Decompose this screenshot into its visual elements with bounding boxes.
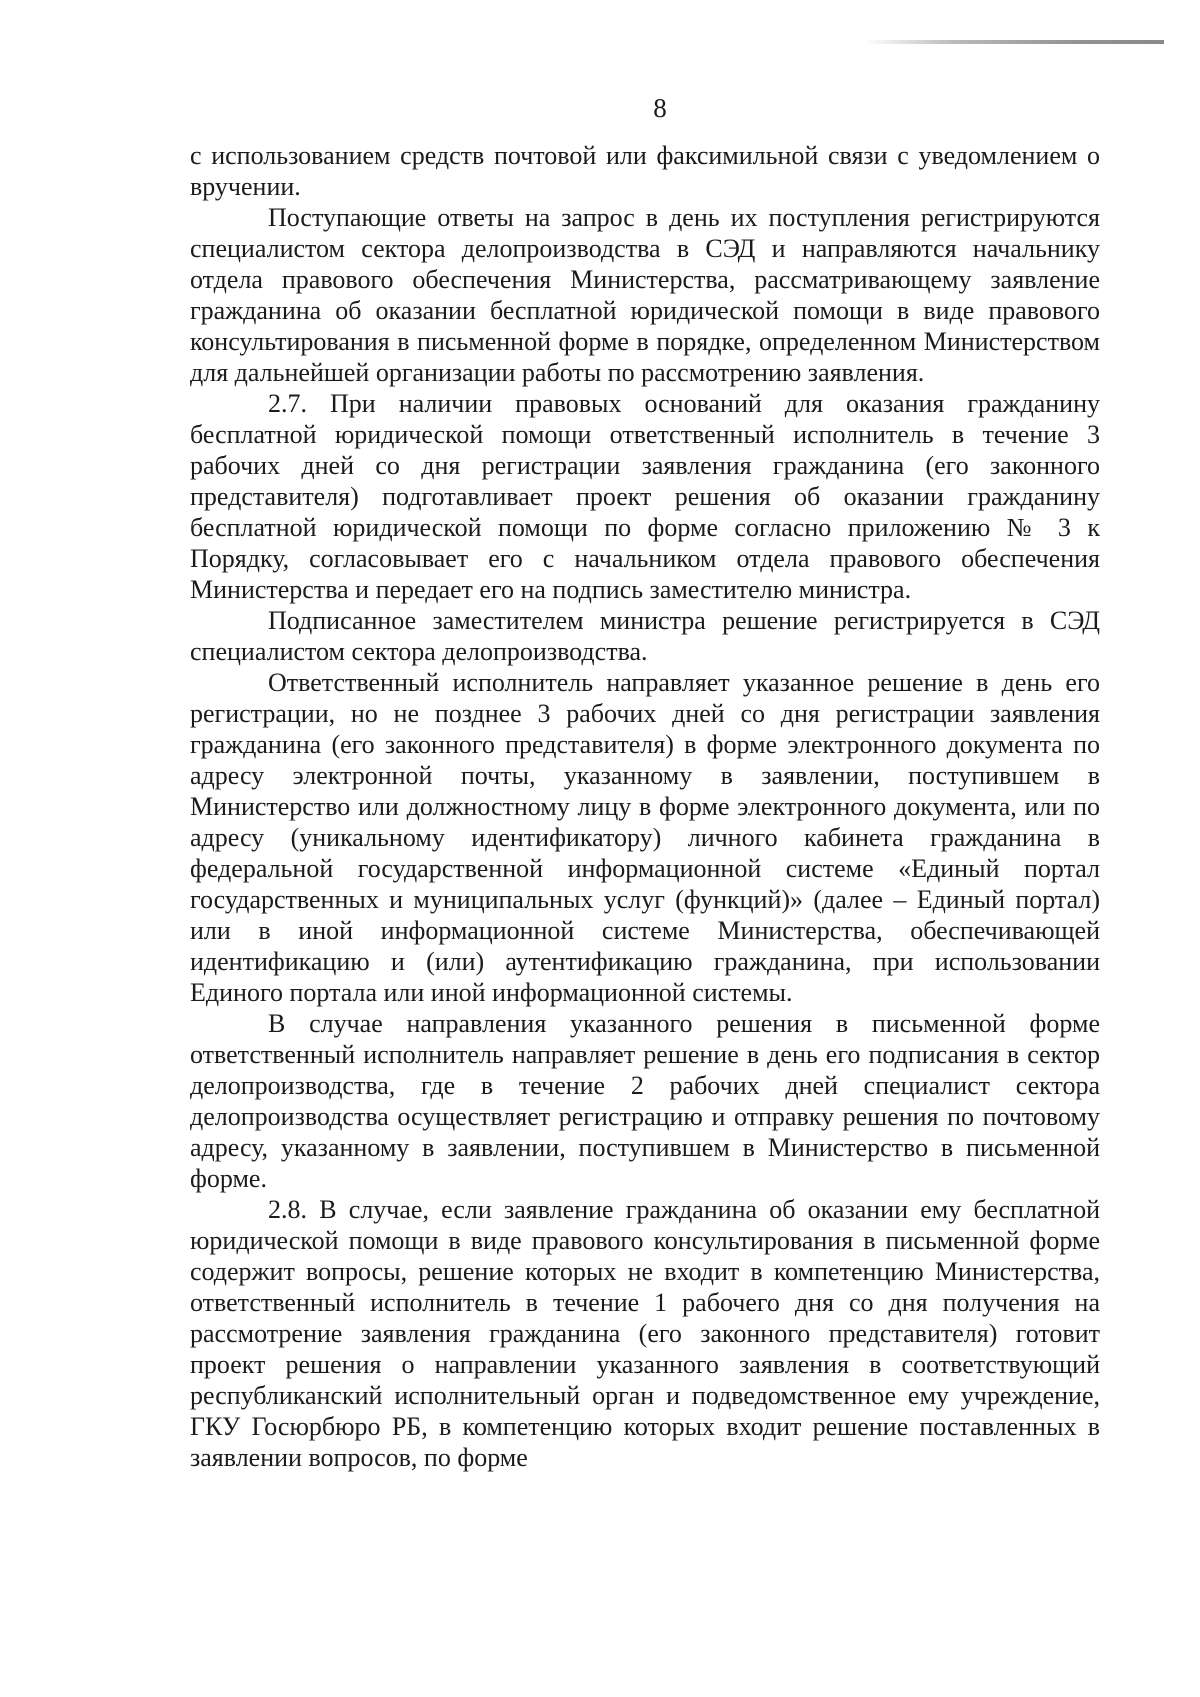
paragraph: Подписанное заместителем министра решение регистрируется в СЭД специалистом сектора делопроизводства. (190, 606, 1100, 666)
paragraph: Ответственный исполнитель направляет указанное решение в день его регистрации, но не позднее 3 рабочих дней со дня регистрации заявления гражданина (его законного представителя) в форме электронного документа по адресу электронной почты, указанному в заявлении, поступившем в Министерство или должностному лицу в форме электронного документа, или по адресу (уникальному идентификатору) личного кабинета гражданина в федеральной государственной информационной системе «Единый портал государственных и муниципальных услуг (функций)» (далее – Единый портал) или в иной информационной системе Министерства, обеспечивающей идентификацию и (или) аутентификацию гражданина, при использовании Единого портала или иной информационной системы. (190, 668, 1100, 1007)
paragraph-section-2-8: 2.8. В случае, если заявление гражданина об оказании ему бесплатной юридической помощи в виде правового консультирования в письменной форме содержит вопросы, решение которых не входит в компетенцию Министерства, ответственный исполнитель в течение 1 рабочего дня со дня получения на рассмотрение заявления гражданина (его законного представителя) готовит проект решения о направлении указанного заявления в соответствующий республиканский исполнительный орган и подведомственное ему учреждение, ГКУ Госюрбюро РБ, в компетенцию которых входит решение поставленных в заявлении вопросов, по форме (190, 1195, 1100, 1472)
page-number: 8 (653, 93, 667, 123)
document-body (190, 140, 1100, 1473)
paragraph: В случае направления указанного решения в письменной форме ответственный исполнитель направляет решение в день его подписания в сектор делопроизводства, где в течение 2 рабочих дней специалист сектора делопроизводства осуществляет регистрацию и отправку решения по почтовому адресу, указанному в заявлении, поступившем в Министерство в письменной форме. (190, 1009, 1100, 1193)
paragraph-continuation: с использованием средств почтовой или факсимильной связи с уведомлением о вручении. (190, 141, 1100, 201)
paragraph: Поступающие ответы на запрос в день их поступления регистрируются специалистом сектора делопроизводства в СЭД и направляются начальнику отдела правового обеспечения Министерства, рассматривающему заявление гражданина об оказании бесплатной юридической помощи в виде правового консультирования в письменной форме в порядке, определенном Министерством для дальнейшей организации работы по рассмотрению заявления. (190, 203, 1100, 387)
scan-artifact-line (864, 40, 1164, 44)
paragraph-section-2-7: 2.7. При наличии правовых оснований для оказания гражданину бесплатной юридической помощи ответственный исполнитель в течение 3 рабочих дней со дня регистрации заявления гражданина (его законного представителя) подготавливает проект решения об оказании гражданину бесплатной юридической помощи по форме согласно приложению № 3 к Порядку, согласовывает его с начальником отдела правового обеспечения Министерства и передает его на подпись заместителю министра. (190, 389, 1100, 604)
